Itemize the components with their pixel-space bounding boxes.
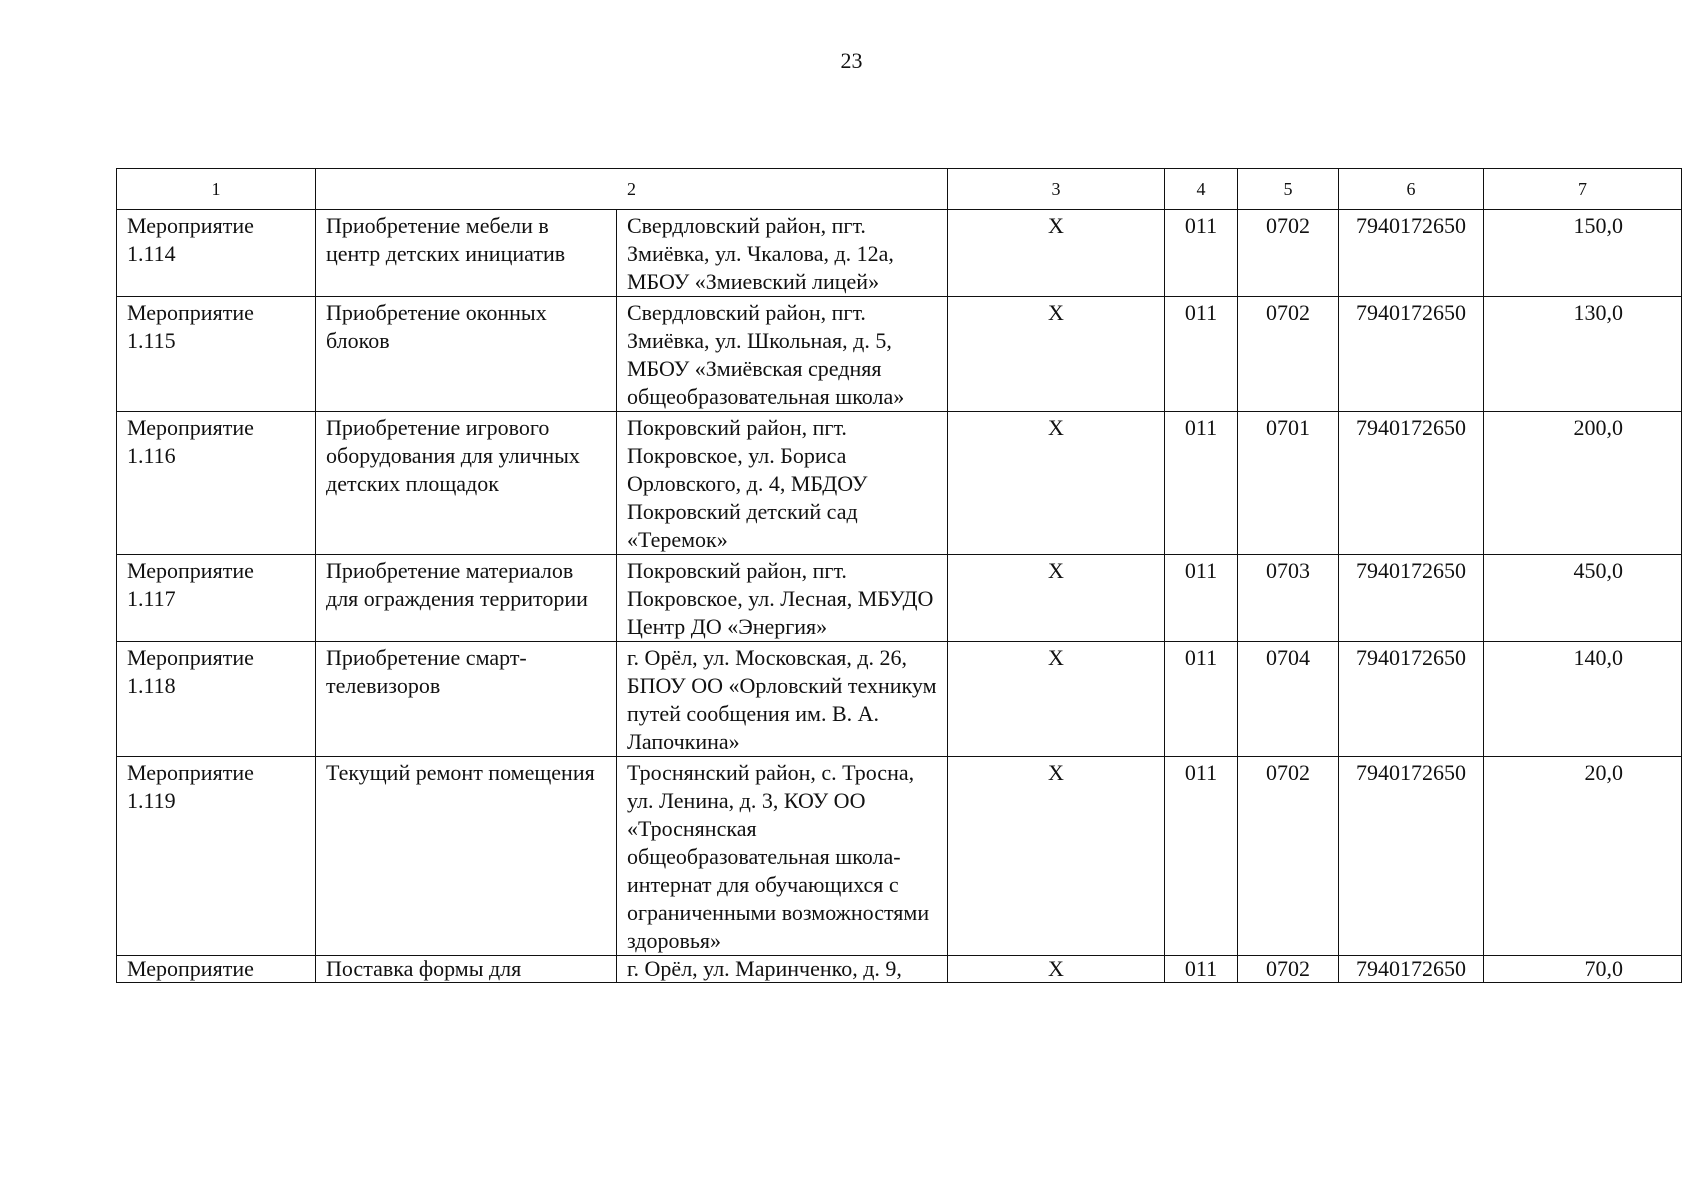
col6-cell: 7940172650 — [1339, 956, 1484, 983]
table-row — [117, 642, 1682, 757]
amount-cell: 150,0 — [1484, 210, 1682, 297]
col5-cell: 0702 — [1238, 956, 1339, 983]
col4-cell: 011 — [1165, 642, 1238, 757]
address-cell: Покровский район, пгт. Покровское, ул. Лесная, МБУДО Центр ДО «Энергия» — [617, 555, 948, 642]
col5-cell: 0702 — [1238, 210, 1339, 297]
header-cell: 1 — [117, 169, 316, 210]
description-cell: Текущий ремонт помещения — [316, 757, 617, 956]
amount-cell: 130,0 — [1484, 297, 1682, 412]
col6-cell: 7940172650 — [1339, 757, 1484, 956]
measure-cell: Мероприятие 1.116 — [117, 412, 316, 555]
address-cell: Троснянский район, с. Тросна, ул. Ленина, д. 3, КОУ ОО «Троснянская общеобразовательная школа-интернат для обучающихся с ограниченными возможностями здоровья» — [617, 757, 948, 956]
header-cell: 2 — [316, 169, 948, 210]
header-cell: 3 — [948, 169, 1165, 210]
description-cell: Приобретение смарт-телевизоров — [316, 642, 617, 757]
measure-cell: Мероприятие 1.119 — [117, 757, 316, 956]
table-row — [117, 210, 1682, 297]
table-row — [117, 757, 1682, 956]
page-number: 23 — [840, 48, 863, 73]
col6-cell: 7940172650 — [1339, 210, 1484, 297]
col6-cell: 7940172650 — [1339, 412, 1484, 555]
col5-cell: 0702 — [1238, 297, 1339, 412]
header-cell: 7 — [1484, 169, 1682, 210]
table-header-row — [117, 169, 1682, 210]
measure-cell: Мероприятие 1.115 — [117, 297, 316, 412]
col4-cell: 011 — [1165, 297, 1238, 412]
amount-cell: 20,0 — [1484, 757, 1682, 956]
address-cell: г. Орёл, ул. Маринченко, д. 9, — [617, 956, 948, 983]
col3-cell: X — [948, 642, 1165, 757]
col6-cell: 7940172650 — [1339, 555, 1484, 642]
description-cell: Приобретение мебели в центр детских инициатив — [316, 210, 617, 297]
description-cell: Приобретение оконных блоков — [316, 297, 617, 412]
col4-cell: 011 — [1165, 757, 1238, 956]
col3-cell: X — [948, 757, 1165, 956]
description-cell: Поставка формы для — [316, 956, 617, 983]
address-cell: Покровский район, пгт. Покровское, ул. Бориса Орловского, д. 4, МБДОУ Покровский детский сад «Теремок» — [617, 412, 948, 555]
col3-cell: X — [948, 555, 1165, 642]
amount-cell: 70,0 — [1484, 956, 1682, 983]
header-cell: 6 — [1339, 169, 1484, 210]
measure-cell: Мероприятие 1.114 — [117, 210, 316, 297]
table-row — [117, 956, 1682, 983]
address-cell: г. Орёл, ул. Московская, д. 26, БПОУ ОО «Орловский техникум путей сообщения им. В. А. Лапочкина» — [617, 642, 948, 757]
amount-cell: 450,0 — [1484, 555, 1682, 642]
table-row — [117, 555, 1682, 642]
amount-cell: 140,0 — [1484, 642, 1682, 757]
measure-cell: Мероприятие 1.117 — [117, 555, 316, 642]
col3-cell: X — [948, 956, 1165, 983]
col5-cell: 0704 — [1238, 642, 1339, 757]
amount-cell: 200,0 — [1484, 412, 1682, 555]
col4-cell: 011 — [1165, 555, 1238, 642]
col4-cell: 011 — [1165, 412, 1238, 555]
col5-cell: 0702 — [1238, 757, 1339, 956]
measures-table — [116, 168, 1682, 983]
measure-cell: Мероприятие 1.118 — [117, 642, 316, 757]
col5-cell: 0701 — [1238, 412, 1339, 555]
header-cell: 5 — [1238, 169, 1339, 210]
col3-cell: X — [948, 412, 1165, 555]
col6-cell: 7940172650 — [1339, 642, 1484, 757]
col3-cell: X — [948, 297, 1165, 412]
col3-cell: X — [948, 210, 1165, 297]
address-cell: Свердловский район, пгт. Змиёвка, ул. Чкалова, д. 12а, МБОУ «Змиевский лицей» — [617, 210, 948, 297]
col5-cell: 0703 — [1238, 555, 1339, 642]
table-row — [117, 412, 1682, 555]
address-cell: Свердловский район, пгт. Змиёвка, ул. Школьная, д. 5, МБОУ «Змиёвская средняя общеобразовательная школа» — [617, 297, 948, 412]
header-cell: 4 — [1165, 169, 1238, 210]
col4-cell: 011 — [1165, 956, 1238, 983]
col4-cell: 011 — [1165, 210, 1238, 297]
description-cell: Приобретение игрового оборудования для уличных детских площадок — [316, 412, 617, 555]
description-cell: Приобретение материалов для ограждения территории — [316, 555, 617, 642]
col6-cell: 7940172650 — [1339, 297, 1484, 412]
measure-cell: Мероприятие — [117, 956, 316, 983]
table-row — [117, 297, 1682, 412]
